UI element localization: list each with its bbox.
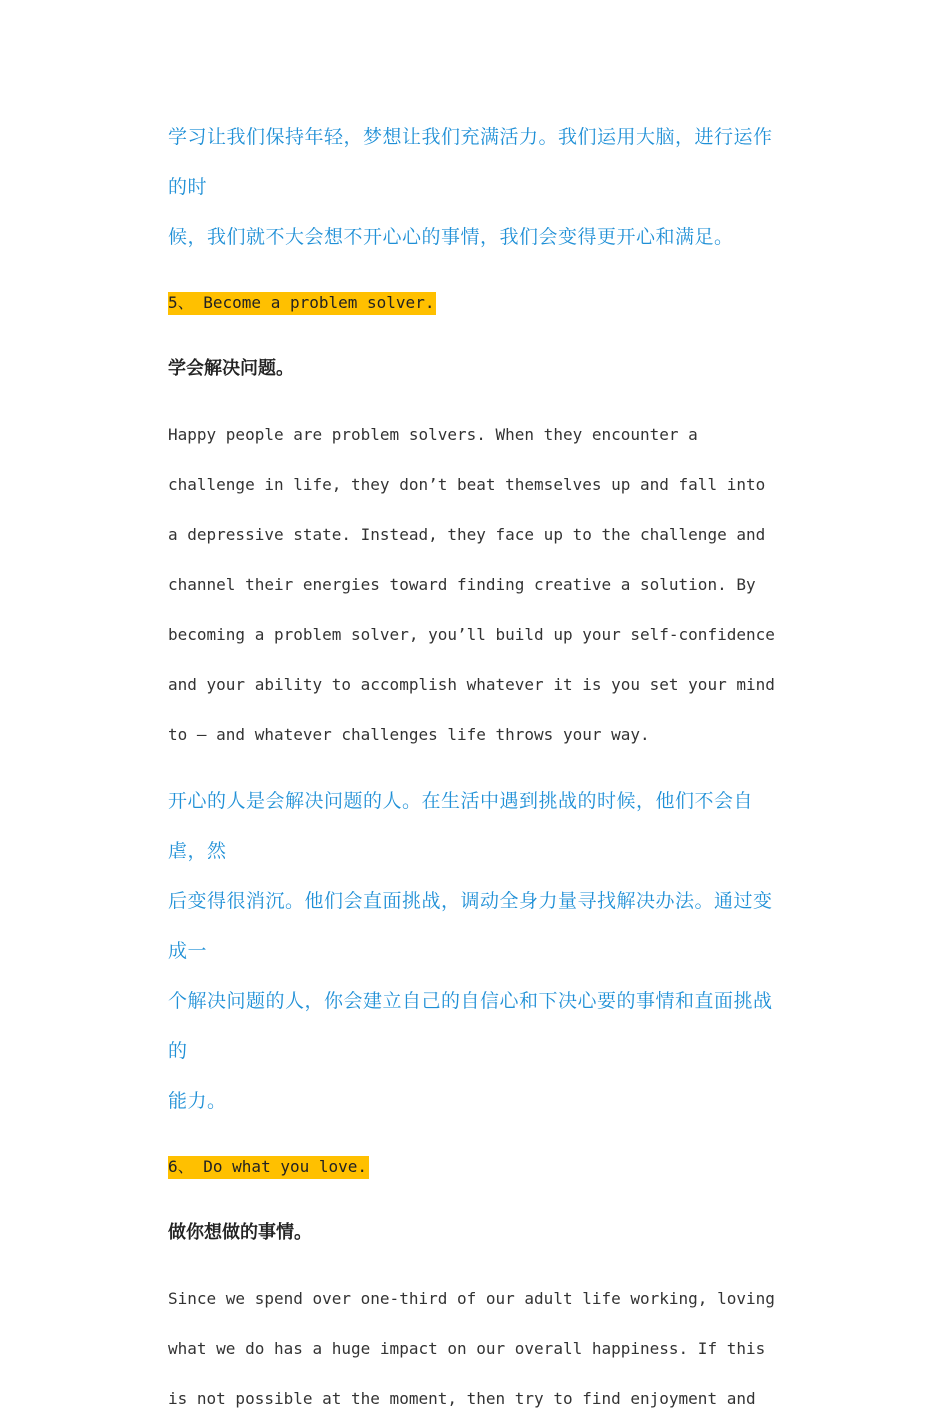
cn-line: 个解决问题的人，你会建立自己的自信心和下决心要的事情和直面挑战的 — [168, 990, 773, 1062]
en-line: Since we spend over one-third of our adult life working, loving — [168, 1289, 775, 1308]
en-line: is not possible at the moment, then try to find enjoyment and — [168, 1389, 756, 1408]
en-line: channel their energies toward finding creative a solution. By — [168, 575, 756, 594]
section6-cn-title: 做你想做的事情。 — [168, 1222, 312, 1243]
section6-en-paragraph — [168, 1274, 788, 1424]
en-line: becoming a problem solver, you’ll build up your self-confidence — [168, 625, 775, 644]
section4-cn-paragraph — [168, 112, 788, 262]
cn-line: 后变得很消沉。他们会直面挑战，调动全身力量寻找解决办法。通过变成一 — [168, 890, 773, 962]
en-line: Happy people are problem solvers. When they encounter a — [168, 425, 698, 444]
en-line: a depressive state. Instead, they face up to the challenge and — [168, 525, 766, 544]
document-page — [168, 112, 788, 1424]
en-line: and your ability to accomplish whatever it is you set your mind — [168, 675, 775, 694]
section5-en-paragraph — [168, 410, 788, 760]
section6-heading — [168, 1142, 788, 1192]
en-line: what we do has a huge impact on our overall happiness. If this — [168, 1339, 766, 1358]
cn-line: 候，我们就不大会想不开心心的事情，我们会变得更开心和满足。 — [168, 226, 734, 248]
section5-cn-paragraph — [168, 776, 788, 1126]
highlighted-heading: 5、 Become a problem solver. — [168, 292, 436, 315]
cn-line: 开心的人是会解决问题的人。在生活中遇到挑战的时候，他们不会自虐，然 — [168, 790, 754, 862]
section5-cn-title: 学会解决问题。 — [168, 358, 294, 379]
en-line: to – and whatever challenges life throws your way. — [168, 725, 650, 744]
cn-line: 能力。 — [168, 1090, 227, 1112]
section5-heading — [168, 278, 788, 328]
en-line: challenge in life, they don’t beat themselves up and fall into — [168, 475, 766, 494]
cn-line: 学习让我们保持年轻，梦想让我们充满活力。我们运用大脑，进行运作的时 — [168, 126, 773, 198]
highlighted-heading: 6、 Do what you love. — [168, 1156, 369, 1179]
